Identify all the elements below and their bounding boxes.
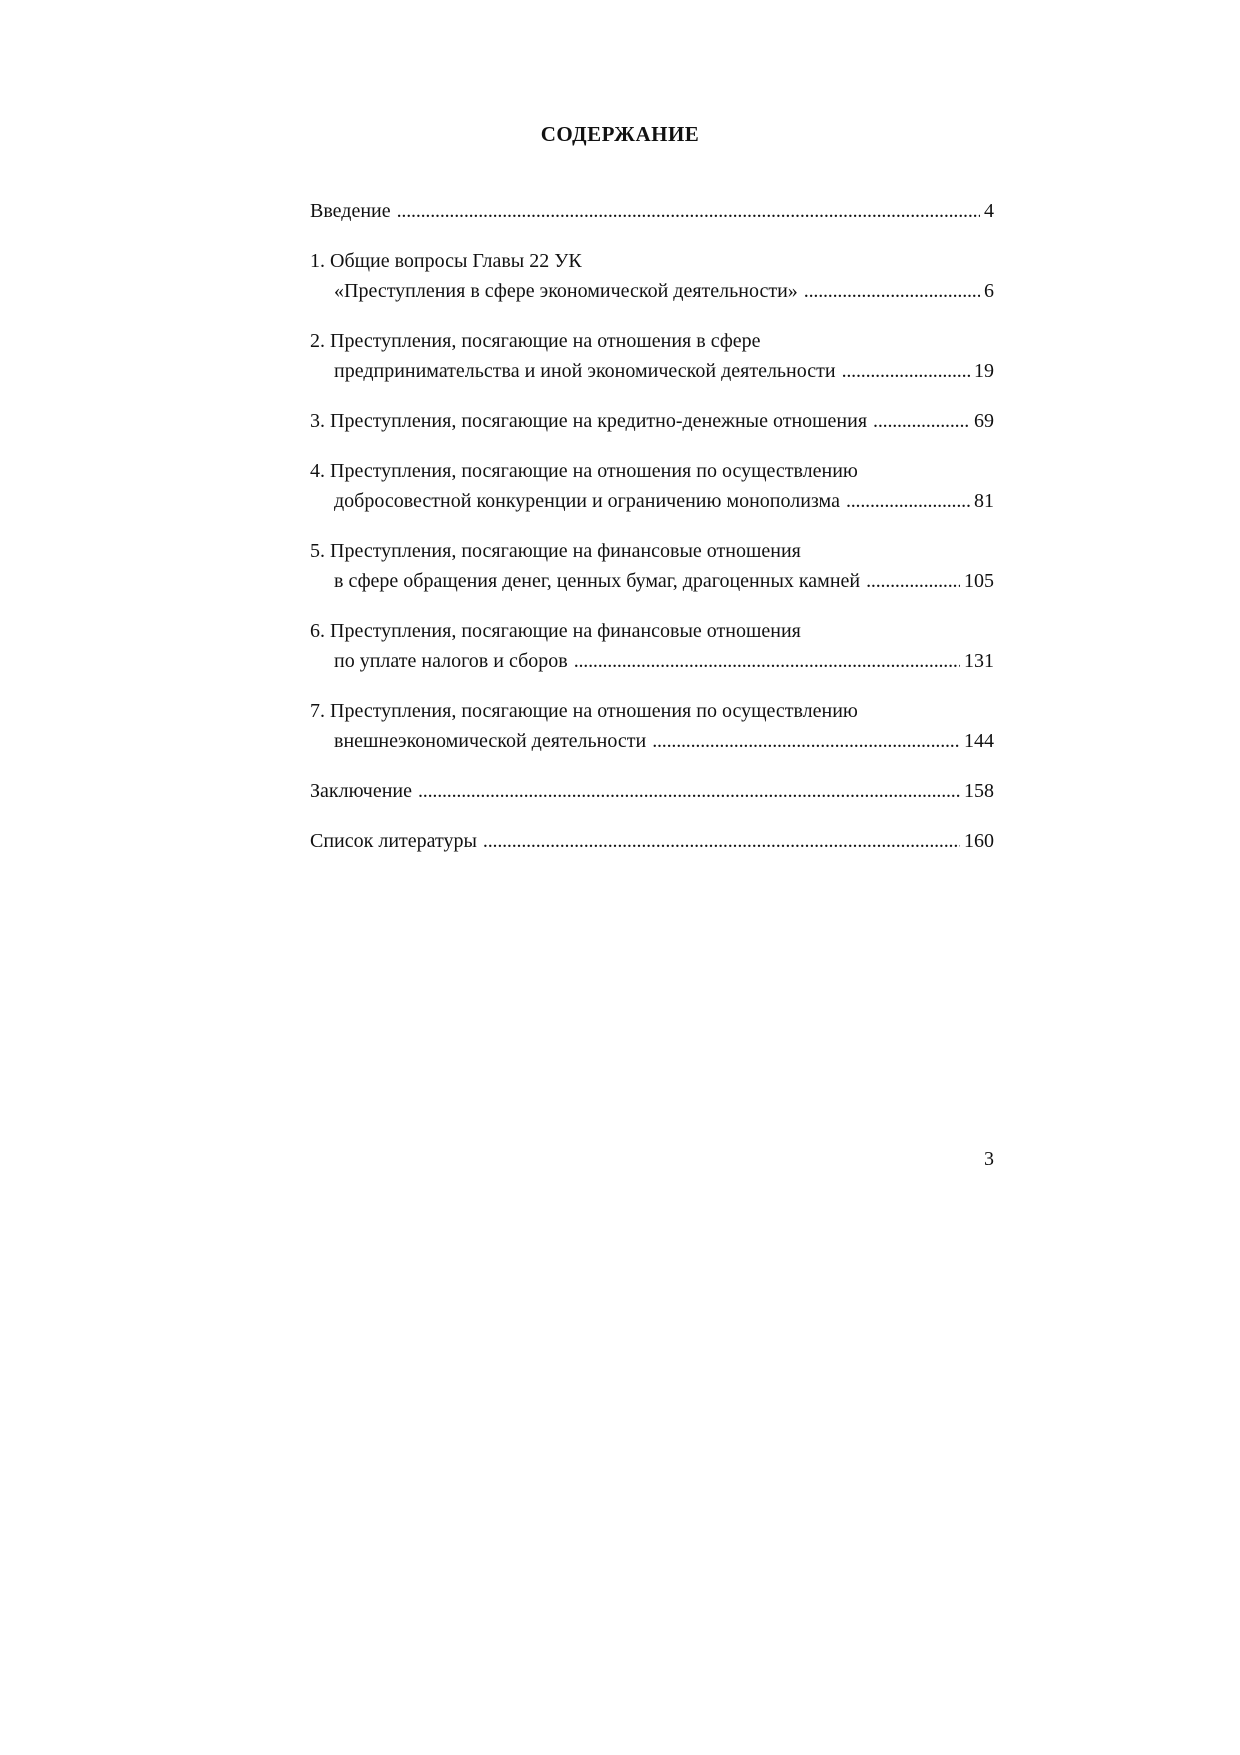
- toc-line: [310, 566, 994, 596]
- toc-entry-introduction: [310, 196, 994, 226]
- toc-entry-chapter-5: [310, 536, 994, 596]
- toc-entry-text: «Преступления в сфере экономической деятельности»: [334, 280, 798, 302]
- toc-line: [310, 616, 994, 646]
- toc-line: [310, 196, 994, 226]
- toc-line: [310, 486, 994, 516]
- toc-page-number: 160: [964, 830, 994, 852]
- dot-leader: [574, 646, 960, 676]
- dot-leader: [804, 276, 980, 306]
- toc-page-number: 131: [964, 650, 994, 672]
- dot-leader: [397, 196, 980, 226]
- toc-entry-text: Список литературы: [310, 830, 477, 852]
- toc-entry-text: добросовестной конкуренции и ограничению монополизма: [334, 490, 840, 512]
- toc-page-number: 158: [964, 780, 994, 802]
- toc-line: [310, 246, 994, 276]
- toc-entry-chapter-7: [310, 696, 994, 756]
- toc-line: [310, 456, 994, 486]
- toc-entry-text: 7. Преступления, посягающие на отношения по осуществлению: [310, 700, 858, 722]
- toc-entry-bibliography: [310, 826, 994, 856]
- toc-page-number: 105: [964, 570, 994, 592]
- dot-leader: [842, 356, 970, 386]
- toc-line: [310, 326, 994, 356]
- toc-line: [310, 646, 994, 676]
- toc-entry-text: в сфере обращения денег, ценных бумаг, драгоценных камней: [334, 570, 861, 592]
- table-of-contents: [310, 196, 994, 876]
- toc-line: [310, 276, 994, 306]
- toc-page-number: 81: [974, 490, 994, 512]
- dot-leader: [418, 776, 960, 806]
- toc-line: [310, 406, 994, 436]
- dot-leader: [652, 726, 960, 756]
- toc-entry-text: 5. Преступления, посягающие на финансовые отношения: [310, 540, 801, 562]
- toc-entry-chapter-1: [310, 246, 994, 306]
- dot-leader: [483, 826, 960, 856]
- dot-leader: [873, 406, 970, 436]
- toc-page-number: 69: [974, 410, 994, 432]
- toc-entry-text: предпринимательства и иной экономической деятельности: [334, 360, 836, 382]
- toc-page-number: 144: [964, 730, 994, 752]
- toc-entry-chapter-3: [310, 406, 994, 436]
- toc-entry-text: 3. Преступления, посягающие на кредитно-денежные отношения: [310, 410, 868, 432]
- dot-leader: [846, 486, 970, 516]
- toc-page-number: 4: [984, 200, 994, 222]
- toc-line: [310, 826, 994, 856]
- toc-entry-text: 2. Преступления, посягающие на отношения в сфере: [310, 330, 761, 352]
- toc-entry-chapter-4: [310, 456, 994, 516]
- toc-entry-text: внешнеэкономической деятельности: [334, 730, 647, 752]
- toc-page-number: 6: [984, 280, 994, 302]
- toc-entry-chapter-2: [310, 326, 994, 386]
- toc-entry-text: по уплате налогов и сборов: [334, 650, 568, 672]
- toc-entry-text: 4. Преступления, посягающие на отношения по осуществлению: [310, 460, 858, 482]
- toc-entry-chapter-6: [310, 616, 994, 676]
- toc-page-number: 19: [974, 360, 994, 382]
- toc-entry-text: Введение: [310, 200, 391, 222]
- toc-line: [310, 696, 994, 726]
- toc-title: СОДЕРЖАНИЕ: [540, 122, 700, 146]
- page-number: 3: [984, 1148, 994, 1170]
- dot-leader: [866, 566, 960, 596]
- toc-line: [310, 776, 994, 806]
- toc-entry-text: 1. Общие вопросы Главы 22 УК: [310, 250, 582, 272]
- toc-entry-text: 6. Преступления, посягающие на финансовые отношения: [310, 620, 801, 642]
- toc-line: [310, 536, 994, 566]
- toc-entry-text: Заключение: [310, 780, 412, 802]
- toc-line: [310, 356, 994, 386]
- toc-entry-conclusion: [310, 776, 994, 806]
- toc-line: [310, 726, 994, 756]
